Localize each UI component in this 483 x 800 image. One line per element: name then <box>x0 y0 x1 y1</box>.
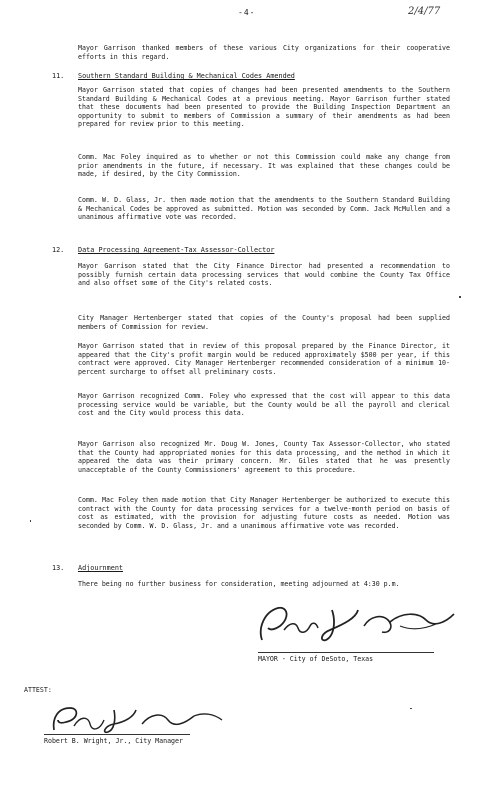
item-13-number: 13. <box>52 564 65 572</box>
scan-speck <box>459 296 461 298</box>
item-11-paragraph-1: Mayor Garrison stated that copies of changes had been presented amendments to the Southern Standard Building & Mechanical Codes at a previous meeting. Mayor Garrison further stated that these documents had been presented to provide the Building Inspection Department an opportunity to submit to members of Commission a summary of their amendments as had been prepared for review prior to this meeting. <box>78 86 450 129</box>
scan-speck <box>30 520 31 522</box>
item-11-paragraph-2: Comm. Mac Foley inquired as to whether or not this Commission could make any change from prior amendments in the future, if necessary. It was explained that these changes could be made, if desired, by the City Commission. <box>78 153 450 179</box>
attest-signature <box>44 702 234 738</box>
mayor-signature-label: MAYOR - City of DeSoto, Texas <box>258 655 374 663</box>
item-13-heading: Adjournment <box>78 564 124 572</box>
item-12-paragraph-1: Mayor Garrison stated that the City Finance Director had presented a recommendation to possibly furnish certain data processing services that would combine the County Tax Office and also offset some of the City's related costs. <box>78 262 450 288</box>
item-12-paragraph-3: Mayor Garrison stated that in review of this proposal prepared by the Finance Director, it appeared that the City's profit margin would be reduced approximately $500 per year, if this contract were approved. City Manager Hertenberger recommended consideration of a minimum 10-percent surcharge to offset all preliminary costs. <box>78 342 450 376</box>
attest-signature-line <box>44 734 190 735</box>
attest-label: ATTEST: <box>24 686 52 694</box>
mayor-signature-line <box>258 652 434 653</box>
document-number: 2/4/77 <box>408 6 441 17</box>
item-11-number: 11. <box>52 72 65 80</box>
mayor-signature <box>240 600 470 650</box>
attest-signature-label: Robert B. Wright, Jr., City Manager <box>44 737 183 745</box>
scan-speck <box>410 708 412 709</box>
item-12-paragraph-2: City Manager Hertenberger stated that copies of the County's proposal had been supplied members of Commission for review. <box>78 314 450 331</box>
item-11-heading: Southern Standard Building & Mechanical Codes Amended <box>78 72 295 80</box>
item-12-paragraph-5: Mayor Garrison also recognized Mr. Doug W. Jones, County Tax Assessor-Collector, who stated that the County had appropriated monies for this data processing, and the method in which it appeared the data was their primary concern. Mr. Giles stated that he was presently unacceptable of the County Commissioners' agreement to this procedure. <box>78 440 450 474</box>
item-12-heading: Data Processing Agreement-Tax Assessor-Collector <box>78 246 275 254</box>
intro-paragraph: Mayor Garrison thanked members of these various City organizations for their cooperative efforts in this regard. <box>78 44 450 61</box>
item-12-paragraph-4: Mayor Garrison recognized Comm. Foley who expressed that the cost will appear to this data processing service would be variable, but the County would be all the payroll and clerical cost and the City would process this data. <box>78 392 450 418</box>
item-13-paragraph-1: There being no further business for consideration, meeting adjourned at 4:30 p.m. <box>78 580 400 588</box>
item-12-number: 12. <box>52 246 65 254</box>
page-number: -4- <box>238 8 256 17</box>
item-11-paragraph-3: Comm. W. D. Glass, Jr. then made motion that the amendments to the Southern Standard Building & Mechanical Codes be approved as submitted. Motion was seconded by Comm. Jack McMullen and a unanimous affirmative vote was recorded. <box>78 196 450 222</box>
item-12-paragraph-6: Comm. Mac Foley then made motion that City Manager Hertenberger be authorized to execute this contract with the County for data processing services for a twelve-month period on basis of cost as estimated, with the provision for adjusting future costs as needed. Motion was seconded by Comm. W. D. Glass, Jr. and a unanimous affirmative vote was recorded. <box>78 496 450 530</box>
